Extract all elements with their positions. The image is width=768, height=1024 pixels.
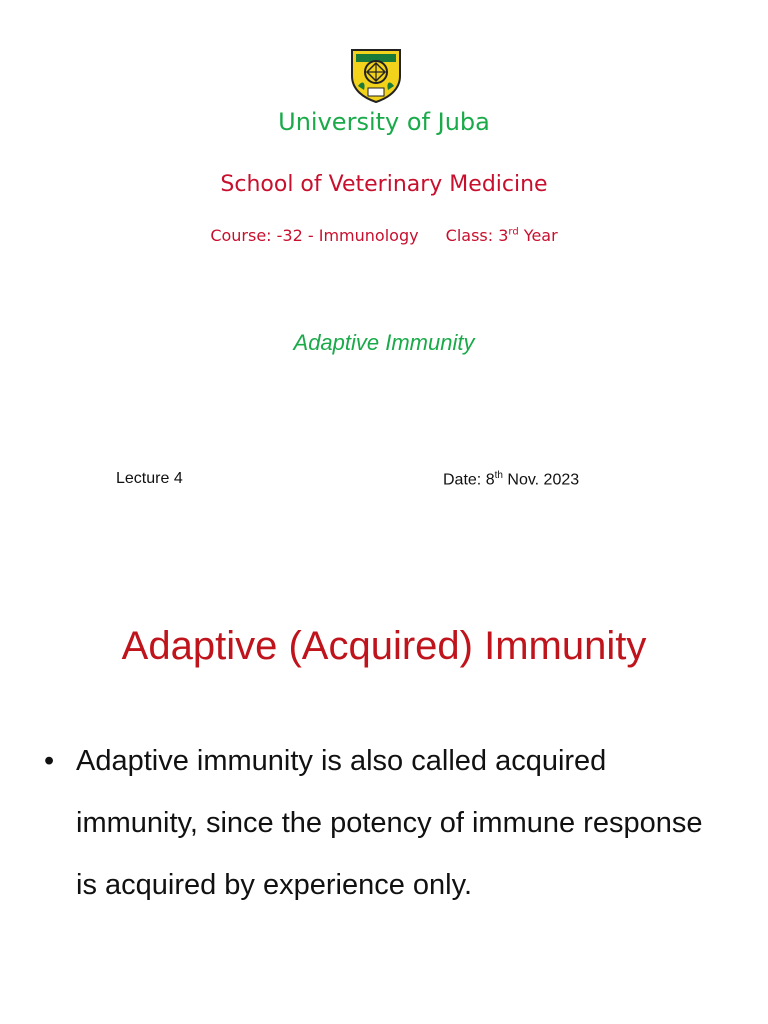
class-suffix: rd (508, 226, 519, 238)
lecture-number: Lecture 4 (116, 470, 183, 487)
course-line (0, 226, 768, 245)
bullet-icon: • (44, 745, 55, 777)
date-tail: Nov. 2023 (502, 471, 580, 489)
bullet-item (44, 730, 724, 916)
class-label: Class: 3 (445, 226, 509, 245)
university-crest-icon (348, 46, 404, 104)
course-separator: - (307, 226, 314, 245)
slide-heading: Adaptive (Acquired) Immunity (121, 624, 647, 668)
university-name: University of Juba (278, 108, 490, 136)
date-prefix: Date: 8 (443, 471, 495, 489)
course-label: Course: -32 (210, 226, 303, 245)
school-name: School of Veterinary Medicine (220, 172, 548, 197)
lecture-topic: Adaptive Immunity (293, 330, 475, 355)
course-subject: Immunology (318, 226, 419, 245)
bullet-list (44, 730, 724, 916)
date-suffix: th (494, 470, 503, 481)
class-tail: Year (518, 226, 558, 245)
lecture-date (443, 470, 579, 489)
bullet-text: Adaptive immunity is also called acquired immunity, since the potency of immune response is acquired by experience only. (76, 745, 703, 901)
content-slide (0, 560, 768, 1024)
